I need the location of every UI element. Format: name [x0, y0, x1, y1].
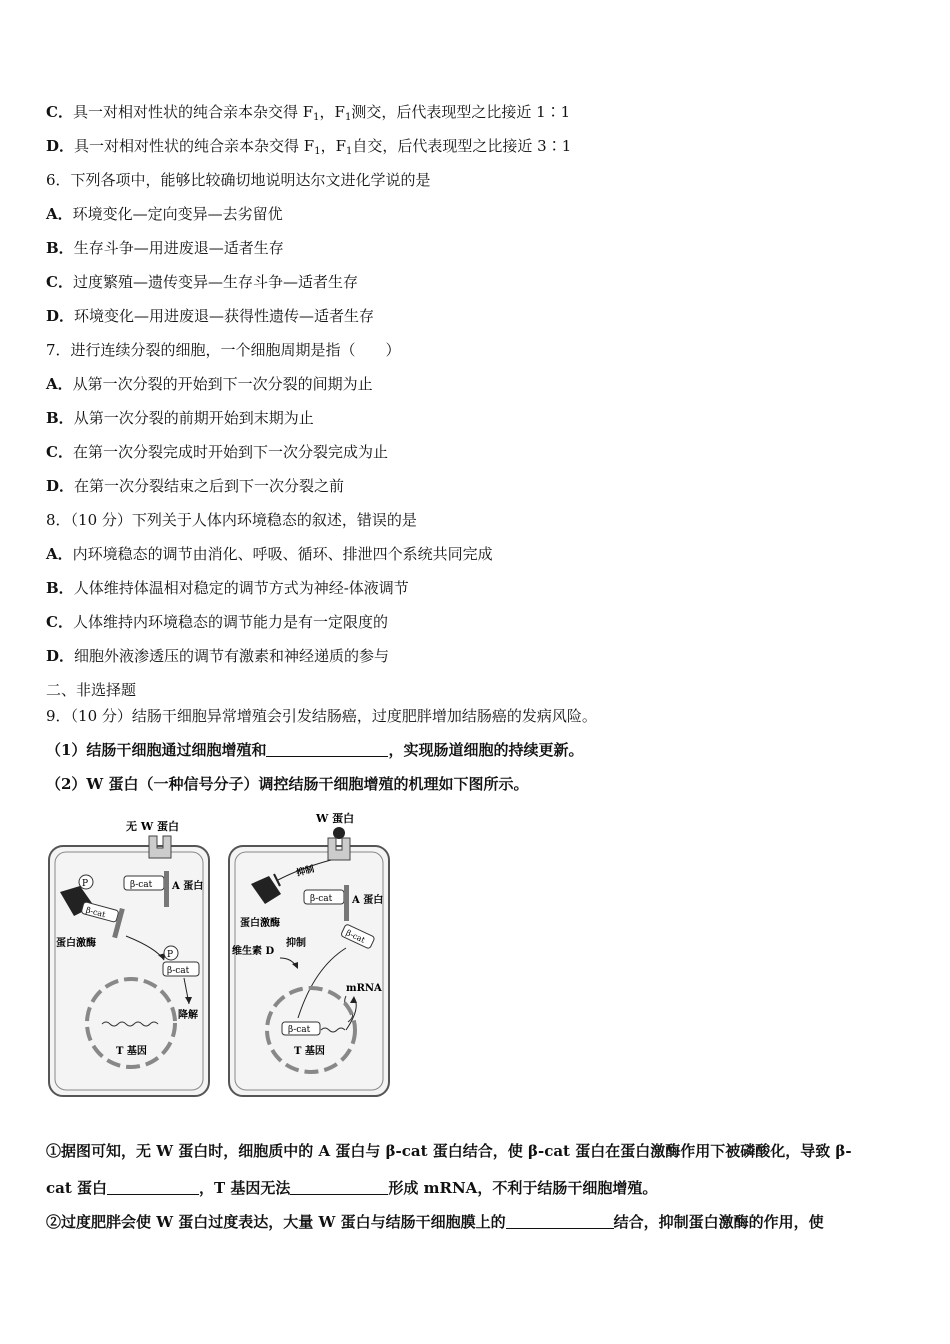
q9-statement-2: ②过度肥胖会使 W 蛋白过度表达，大量 W 蛋白与结肠干细胞膜上的 结合，抑制蛋白激酶的作用，使: [46, 1213, 824, 1231]
svg-text:蛋白激酶: 蛋白激酶: [56, 938, 96, 949]
svg-text:mRNA: mRNA: [346, 983, 382, 994]
svg-text:W 蛋白: W 蛋白: [316, 812, 355, 825]
svg-text:β-cat: β-cat: [288, 1025, 311, 1035]
svg-text:降解: 降解: [178, 1010, 198, 1021]
svg-text:蛋白激酶: 蛋白激酶: [240, 918, 280, 929]
q7-option-b: B．从第一次分裂的前期开始到末期为止: [46, 409, 314, 427]
svg-text:A 蛋白: A 蛋白: [352, 895, 384, 906]
q6-stem: 6．下列各项中，能够比较确切地说明达尔文进化学说的是: [46, 171, 431, 189]
answer-blank-1[interactable]: [266, 741, 388, 757]
q7-option-d: D．在第一次分裂结束之后到下一次分裂之前: [46, 477, 345, 495]
q8-option-d: D．细胞外液渗透压的调节有激素和神经递质的参与: [46, 647, 390, 665]
svg-text:β-cat: β-cat: [130, 880, 153, 890]
svg-text:β-cat: β-cat: [84, 905, 107, 920]
svg-text:T 基因: T 基因: [294, 1046, 325, 1057]
q9-part1: （1）结肠干细胞通过细胞增殖和 ，实现肠道细胞的持续更新。: [46, 741, 584, 759]
q6-option-a: A．环境变化—定向变异—去劣留优: [46, 205, 283, 223]
q8-stem: 8．（10 分）下列关于人体内环境稳态的叙述，错误的是: [46, 511, 417, 529]
q7-option-c: C．在第一次分裂完成时开始到下一次分裂完成为止: [46, 443, 388, 461]
q6-option-b: B．生存斗争—用进废退—适者生存: [46, 239, 284, 257]
svg-text:维生素 D: 维生素 D: [232, 946, 275, 957]
left-title: 无 W 蛋白: [126, 820, 180, 833]
svg-text:β-cat: β-cat: [344, 928, 367, 945]
q7-option-a: A．从第一次分裂的开始到下一次分裂的间期为止: [46, 375, 373, 393]
svg-text:T 基因: T 基因: [116, 1046, 147, 1057]
answer-blank-3[interactable]: [290, 1179, 388, 1195]
q5-option-d: D．具一对相对性状的纯合亲本杂交得 $F_1$，$F_1$自交，后代表现型之比接近 3∶1: [46, 137, 572, 157]
right-cell-panel: [229, 811, 389, 1096]
q8-option-c: C．人体维持内环境稳态的调节能力是有一定限度的: [46, 613, 388, 631]
svg-text:抑制: 抑制: [295, 864, 316, 879]
svg-text:β-cat: β-cat: [167, 966, 190, 976]
w-protein-icon: [333, 827, 345, 839]
svg-text:P: P: [82, 879, 89, 889]
svg-text:抑制: 抑制: [286, 938, 306, 949]
q9-stem: 9．（10 分）结肠干细胞异常增殖会引发结肠癌，过度肥胖增加结肠癌的发病风险。: [46, 707, 597, 725]
q5-option-c: C．具一对相对性状的纯合亲本杂交得 $F_1$，$F_1$测交，后代表现型之比接近 1∶1: [46, 103, 571, 123]
svg-text:P: P: [167, 950, 174, 960]
q6-option-c: C．过度繁殖—遗传变异—生存斗争—适者生存: [46, 273, 358, 291]
figure-w-protein-mechanism: [46, 808, 396, 1100]
q9-statement-1b: cat 蛋白 ，T 基因无法 形成 mRNA，不利于结肠干细胞增殖。: [46, 1179, 658, 1197]
q9-statement-1a: ①据图可知，无 W 蛋白时，细胞质中的 A 蛋白与 β-cat 蛋白结合，使 β-cat 蛋白在蛋白激酶作用下被磷酸化，导致 β-: [46, 1142, 852, 1160]
answer-blank-2[interactable]: [107, 1179, 199, 1195]
q9-part2: （2）W 蛋白（一种信号分子）调控结肠干细胞增殖的机理如下图所示。: [46, 775, 529, 793]
answer-blank-4[interactable]: [506, 1213, 614, 1229]
q6-option-d: D．环境变化—用进废退—获得性遗传—适者生存: [46, 307, 375, 325]
svg-text:A 蛋白: A 蛋白: [172, 881, 204, 892]
q8-option-b: B．人体维持体温相对稳定的调节方式为神经-体液调节: [46, 579, 409, 597]
left-cell-panel: [49, 819, 209, 1096]
q8-option-a: A．内环境稳态的调节由消化、呼吸、循环、排泄四个系统共同完成: [46, 545, 493, 563]
svg-text:β-cat: β-cat: [310, 894, 333, 904]
section-heading: 二、非选择题: [46, 681, 137, 699]
q7-stem: 7．进行连续分裂的细胞，一个细胞周期是指（ ）: [46, 341, 401, 359]
